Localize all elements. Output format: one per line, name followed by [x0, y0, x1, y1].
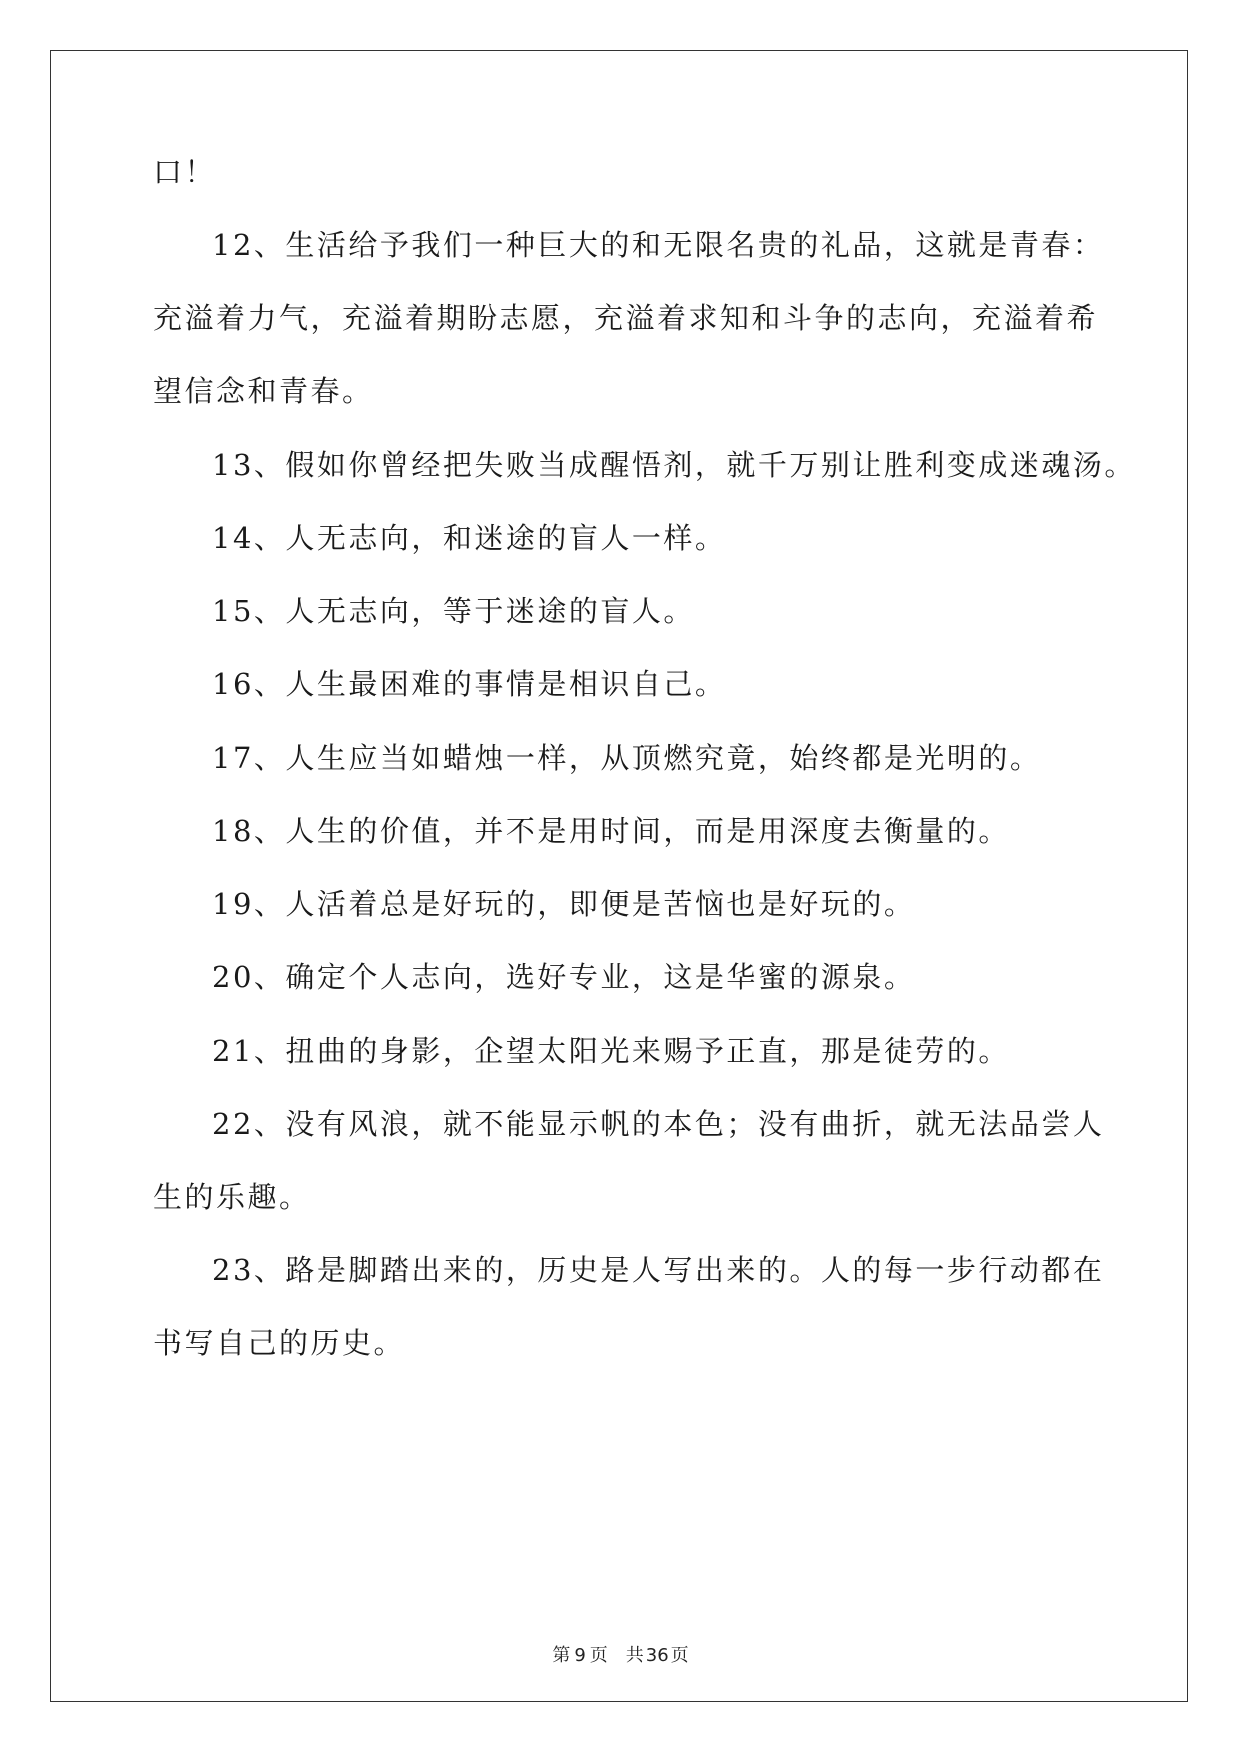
text-line: 18、人生的价值，并不是用时间，而是用深度去衡量的。 [212, 814, 1010, 848]
page-number: 9 [574, 1645, 586, 1666]
total-pages: 36 [645, 1645, 669, 1666]
text-line: 口！ [153, 155, 217, 189]
text-line: 15、人无志向，等于迷途的盲人。 [212, 594, 695, 628]
text-line: 21、扭曲的身影，企望太阳光来赐予正直，那是徒劳的。 [212, 1034, 1010, 1068]
text-line: 19、人活着总是好玩的，即便是苦恼也是好玩的。 [212, 887, 916, 921]
page-label: 第 [552, 1645, 571, 1666]
text-line: 望信念和青春。 [153, 374, 374, 408]
text-line: 书写自己的历史。 [153, 1326, 406, 1360]
text-line: 13、假如你曾经把失败当成醒悟剂，就千万别让胜利变成迷魂汤。 [212, 448, 1136, 482]
text-line: 14、人无志向，和迷途的盲人一样。 [212, 521, 727, 555]
page-footer [0, 1644, 1241, 1668]
text-line: 20、确定个人志向，选好专业，这是华蜜的源泉。 [212, 960, 916, 994]
total-label: 共 [625, 1645, 644, 1666]
total-unit: 页 [670, 1645, 689, 1666]
text-line: 23、路是脚踏出来的，历史是人写出来的。人的每一步行动都在 [212, 1253, 1105, 1287]
text-line: 12、生活给予我们一种巨大的和无限名贵的礼品，这就是青春： [212, 228, 1105, 262]
text-line: 生的乐趣。 [153, 1180, 311, 1214]
text-line: 22、没有风浪，就不能显示帆的本色；没有曲折，就无法品尝人 [212, 1107, 1105, 1141]
text-line: 充溢着力气，充溢着期盼志愿，充溢着求知和斗争的志向，充溢着希 [153, 301, 1099, 335]
page-unit: 页 [589, 1645, 608, 1666]
text-line: 16、人生最困难的事情是相识自己。 [212, 667, 727, 701]
text-line: 17、人生应当如蜡烛一样，从顶燃究竟，始终都是光明的。 [212, 741, 1042, 775]
